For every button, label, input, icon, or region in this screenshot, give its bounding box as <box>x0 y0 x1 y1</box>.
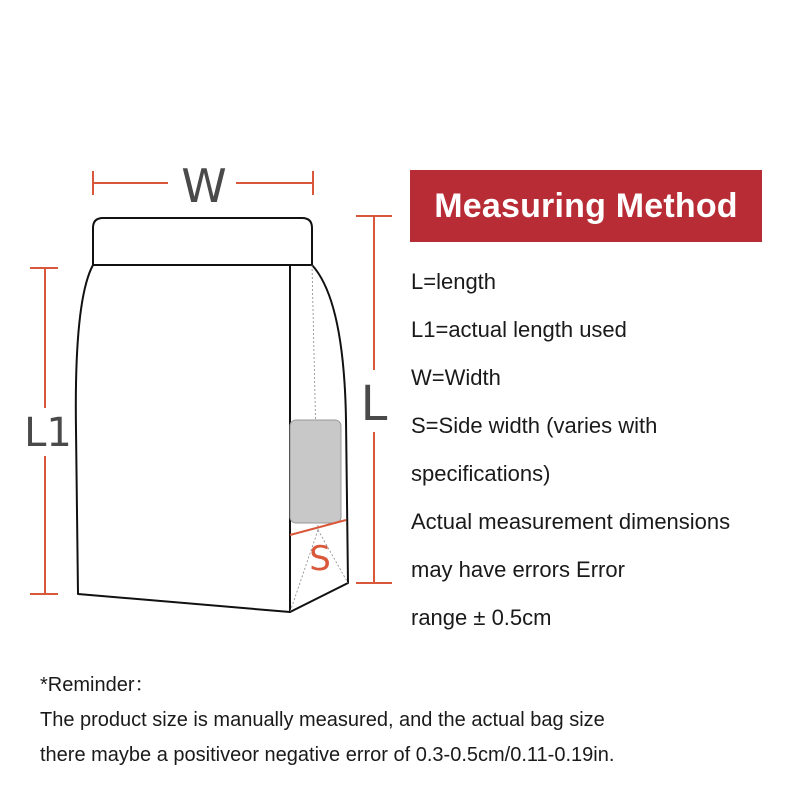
legend-side-width: S=Side width (varies with <box>411 413 658 438</box>
legend-width: W=Width <box>411 365 501 390</box>
measuring-method-title: Measuring Method <box>410 170 762 242</box>
legend-length: L=length <box>411 269 497 294</box>
bag-front-panel <box>76 265 290 612</box>
bag-outline <box>76 218 348 612</box>
width-label: W <box>181 159 227 213</box>
side-width-label: S <box>309 539 331 579</box>
side-window <box>290 420 341 523</box>
bag-diagram <box>0 0 400 660</box>
reminder-block <box>40 668 780 773</box>
error-note-line-2: may have errors Error <box>411 557 625 582</box>
length-label: L <box>360 376 388 432</box>
reminder-heading: *Reminder： <box>40 674 155 696</box>
reminder-line-1: The product size is manually measured, and the actual bag size <box>40 709 605 731</box>
reminder-line-2: there maybe a positiveor negative error of 0.3-0.5cm/0.11-0.19in. <box>40 744 615 766</box>
used-length-label: L1 <box>24 410 72 456</box>
legend-used-length: L1=actual length used <box>411 317 627 342</box>
legend-side-width-cont: specifications) <box>411 461 551 486</box>
measuring-method-list <box>411 258 783 642</box>
error-note-line-1: Actual measurement dimensions <box>411 509 731 534</box>
error-note-line-3: range ± 0.5cm <box>411 605 552 630</box>
bag-top-seal <box>93 218 312 265</box>
